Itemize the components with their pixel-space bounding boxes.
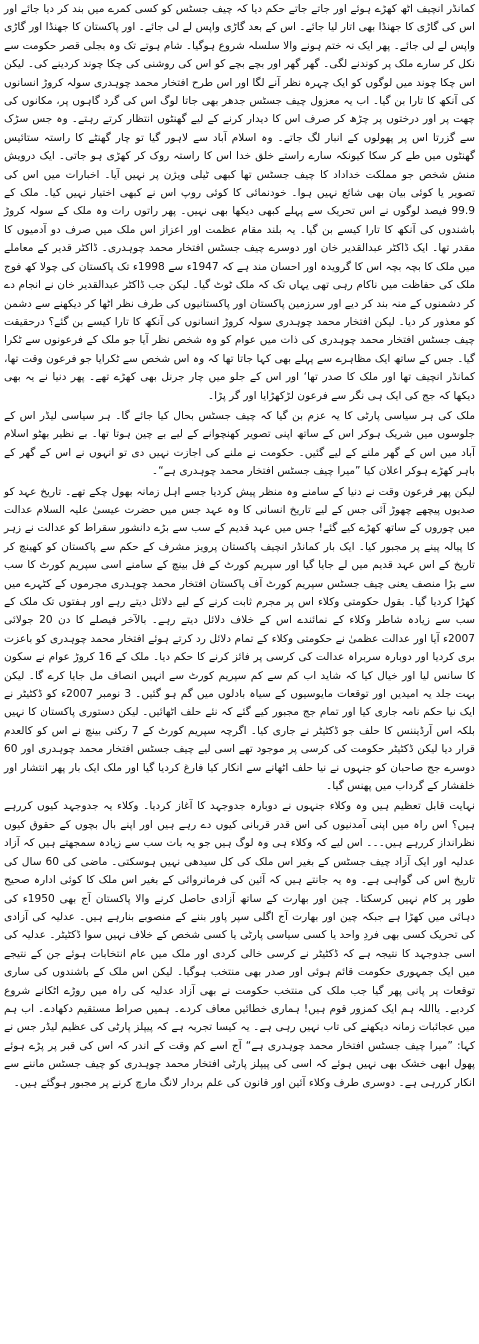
article-paragraph-3: لیکن پھر فرعون وقت نے دنیا کے سامنے وہ منظر پیش کردیا جسے اہل زمانہ بھول چکے تھے۔ تاریخ عہد کو صدیوں پیچھے چھوڑ آئی جس کے لیے تاریخ انسانی کا وہ عہد جس میں حضرت عیسیٰ علیہ السلام عدالت میں چوروں کے ساتھ کھڑے کیے گئے! جس میں عہد قدیم کے سب سے بڑے دانشور سقراط کو عدالت نے زہر کا پیالہ پینے پر مجبور کیا۔ ایک بار کمانڈر انچیف پاکستان پرویز مشرف کے حکم سے پاکستان کو کھینچ کر تاریخ کے اس عہد قدیم میں لے جایا گیا اور سپریم کورٹ کے فل بینچ کے سامنے اسی سپریم کورٹ کا سب سے بڑا منصف یعنی چیف جسٹس سپریم کورٹ آف پاکستان افتخار محمد چوہدری مجرموں کے کٹہرے میں کھڑا کردیا گیا۔ بقول حکومتی وکلاء اس پر مجرم ثابت کرنے کے لیے دلائل دیتے رہے اور ہفتوں تک ملک کے سب سے زیادہ شاطر وکلاء کے نمائندے اس کے خلاف دلائل دیتے رہے۔ بالآخر فیصلے کا دن 20 جولائی 2007ء آیا اور عدالت عظمیٰ نے حکومتی وکلاء کے تمام دلائل رد کرتے ہوئے افتخار محمد چوہدری کو باعزت بری کردیا اور دوبارہ سربراہ عدالت کی کرسی پر فائز کرنے کا حکم دیا۔ ملک کے 16 کروڑ عوام نے سکون کا سانس لیا اور خیال کیا کہ شاید اب کم سے کم سپریم کورٹ سے انہیں انصاف مل جایا کرے گا۔ لیکن بہت جلد یہ امیدیں اور توقعات مایوسیوں کے سیاہ بادلوں میں گم ہو گئیں۔ 3 نومبر 2007ء کو ڈکٹیٹر نے ایک نیا حکم نامہ جاری کیا اور تمام جج مجبور کیے گئے کہ نئے حلف اٹھائیں۔ لیکن دستوری پاکستان کا نہیں بلکہ اس آرڈیننس کا حلف جو ڈکٹیٹر نے جاری کیا۔ اگرچہ سپریم کورٹ کے 7 رکنی بینچ نے اس کو کالعدم قرار دیا لیکن ڈکٹیٹر حکومت کی کرسی پر موجود تھے اسی لیے چیف جسٹس افتخار محمد چوہدری اور 60 دوسرے جج صاحبان کو جنہوں نے نیا حلف اٹھانے سے انکار کیا فارغ کردیا گیا اور ملک ایک بار پھر انتشار اور خلفشار کے گرداب میں پھنس گیا۔: [4, 485, 476, 793]
article-paragraph-4: نہایت قابل تعظیم ہیں وہ وکلاء جنہوں نے دوبارہ جدوجہد کا آغاز کردیا۔ وکلاء یہ جدوجہد کیوں کررہے ہیں؟ اس راہ میں اپنی آمدنیوں کی اس قدر قربانی کیوں دے رہے ہیں اور اپنے بال بچوں کے حقوق کیوں نظرانداز کررہے ہیں۔۔۔ اس لیے کہ وکلاء ہی وہ لوگ ہیں جو یہ بات سب سے زیادہ سمجھتے ہیں کہ آزاد عدلیہ اور ایک آزاد چیف جسٹس کے بغیر اس ملک کی کل سیدھی نہیں ہوسکتی۔ ماضی کی 60 سال کی تاریخ اس کی گواہی ہے۔ وہ یہ جانتے ہیں کہ آئین کی فرمانروائی کے بغیر اس ملک کا کوئی ادارہ صحیح طور پر کام نہیں کرسکتا۔ چین اور بھارت کے ساتھ آزادی حاصل کرنے والا پاکستان آج بھی 1950ء کی دہائی میں کھڑا ہے جبکہ چین اور بھارت آج اگلی سپر پاور بننے کے منصوبے بنارہے ہیں۔ عدلیہ کی آزادی کی تحریک کسی بھی فردِ واحد یا کسی سیاسی پارٹی یا کسی شخص کے خلاف نہیں سوا ڈکٹیٹر۔ عدلیہ کی اسی جدوجہد کا نتیجہ ہے کہ ڈکٹیٹر نے کرسی خالی کردی اور ملک میں عام انتخابات ہوئے جن کے نتیجے میں ایک جمہوری حکومت قائم ہوئی اور صدر بھی منتخب ہوگیا۔ لیکن اس ملک کے باشندوں کی ساری توقعات پر پانی پھر گیا جب ملک کی منتخب حکومت نے بھی آزاد عدلیہ کی راہ میں روڑے اٹکانے شروع کردیے۔ یااللہ ہم ایک کمزور قوم ہیں! ہماری خطائیں معاف کردے۔ ہمیں صراط مستقیم دکھادے۔ اب ہم میں عجائبات زمانہ دیکھنے کی تاب نہیں رہی ہے۔ یہ کیسا تجربہ ہے کہ پیپلز پارٹی کی عظیم لیڈر جس نے کہا: ”میرا چیف جسٹس افتخار محمد چوہدری ہے“ آج اسے کم وقت کے اندر کہ اس کی قبر پر پڑے ہوئے پھول ابھی خشک بھی نہیں ہوئے کہ اسی کی پیپلز پارٹی افتخار محمد چوہدری کو چیف جسٹس ماننے سے انکار کررہی ہے۔ دوسری طرف وکلاء آئین اور قانون کی علم بردار لانگ مارچ کرنے پر مجبور ہوگئے ہیں۔: [4, 800, 475, 1089]
article-paragraph-1: کمانڈر انچیف اٹھ کھڑے ہوئے اور جاتے جاتے حکم دیا کہ چیف جسٹس کو کسی کمرے میں بند کر دیا جائے اور اس کی گاڑی کا جھنڈا بھی اتار لیا جائے۔ اس کے بعد گاڑی واپس لے لی جائے۔ اور پاکستان کا جھنڈا اور گاڑی واپس لے لی جائے۔ پھر ایک نہ ختم ہونے والا سلسلہ شروع ہوگیا۔ شام ہوتے تک وہ بجلی قصر حکومت سے نکل کر سارے ملک پر کوندنے لگی۔ گھر گھر اور بچے بچے کو اس کی روشنی کی چکا چوند کردینے کی۔ لیکن اس چکا چوند میں لوگوں کو ایک چہرہ نظر آنے لگا اور اس طرح افتخار محمد چوہدری سولہ کروڑ انسانوں کی آنکھ کا تارا بن گیا۔ اب یہ معزول چیف جسٹس جدھر بھی جاتا لوگ اس کی گرد گاہوں پر، مکانوں کی چھت پر اور درختوں پر چڑھ کر صرف اس کا دیدار کرنے کے لیے گھنٹوں انتظار کرتے رہتے۔ وہ جس سڑک سے گزرتا اس پر پھولوں کے انبار لگ جاتے۔ وہ اسلام آباد سے لاہور گیا تو چار گھنٹے کا راستہ ستائیس گھنٹوں میں طے کر سکا کیونکہ سارے راستے خلق خدا اس کا راستہ روک کر کھڑی ہو جاتی۔ ایک درویش منش شخص جو مملکت خداداد کا چیف جسٹس تھا کبھی ٹیلی ویژن پر نہیں آیا۔ اخبارات میں اس کی تصویر یا کوئی بیان بھی شائع نہیں ہوا۔ خودنمائی کا کوئی روپ اس نے کبھی اختیار نہیں کیا۔ ملک کے 99.9 فیصد لوگوں نے اس تحریک سے پہلے کبھی دیکھا بھی نہیں۔ پھر راتوں رات وہ ملک کے سولہ کروڑ باشندوں کی آنکھ کا تارا کیسے بن گیا۔ یہ بلند مقام عظمت اور اعزاز اس ملک میں صرف دو آدمیوں کا مقدر تھا۔ ایک ڈاکٹر عبدالقدیر خان اور دوسرے چیف جسٹس افتخار محمد چوہدری۔ ڈاکٹر قدیر کے معاملے میں ملک کا بچہ بچہ اس کا گرویدہ اور احسان مند ہے کہ 1947ء سے 1998ء تک پاکستان کی چولا کھ فوج ملک کی حفاظت میں ناکام رہی تھی یہاں تک کہ ملک ٹوٹ گیا۔ لیکن جب ڈاکٹر عبدالقدیر خان نے انجام دے کر دشمنوں کے منہ بند کر دیے اور سرزمین پاکستان اور پاکستانیوں کی طرف نظر اٹھا کر دیکھنے سے دشمن کو معذور کر دیا۔ لیکن افتخار محمد چوہدری سولہ کروڑ انسانوں کی آنکھ کا تارا کیسے بن گئے؟ درحقیقت چیف جسٹس افتخار محمد چوہدری کی ذات میں عوام کو وہ شخص نظر آیا جو ملک کے فرعونوں سے ٹکرا گیا۔ جس کے ساتھ ایک مظاہرے سے پہلے بھی کہا جاتا تھا کہ وہ اس شخص سے ٹکرایا جو فرعون وقت تھا، کمانڈر انچیف تھا اور ملک کا صدر تھا‘ اور اس کے جلو میں چار جرنل بھی کھڑے تھے۔ پھر دنیا نے یہ بھی دیکھا کہ جج کی ایک ہی نگر سے فرعون لڑکھڑایا اور گر پڑا۔: [4, 3, 475, 402]
article-paragraph-2: ملک کی ہر سیاسی پارٹی کا یہ عزم بن گیا کہ چیف جسٹس بحال کیا جائے گا۔ ہر سیاسی لیڈر اس کے جلوسوں میں شریک ہوکر اس کے ساتھ اپنی تصویر کھنچوانے کے لیے بے چین ہوتا تھا۔ بے نظیر بھٹو اسلام آباد میں اس کے گھر ملنے کے لیے گئیں۔ حکومت نے ملنے کی اجازت نہیں دی تو انہوں نے اس کے گھر کے باہر کھڑے ہوکر اعلان کیا ”میرا چیف جسٹس افتخار محمد چوہدری ہے“۔: [4, 409, 475, 478]
